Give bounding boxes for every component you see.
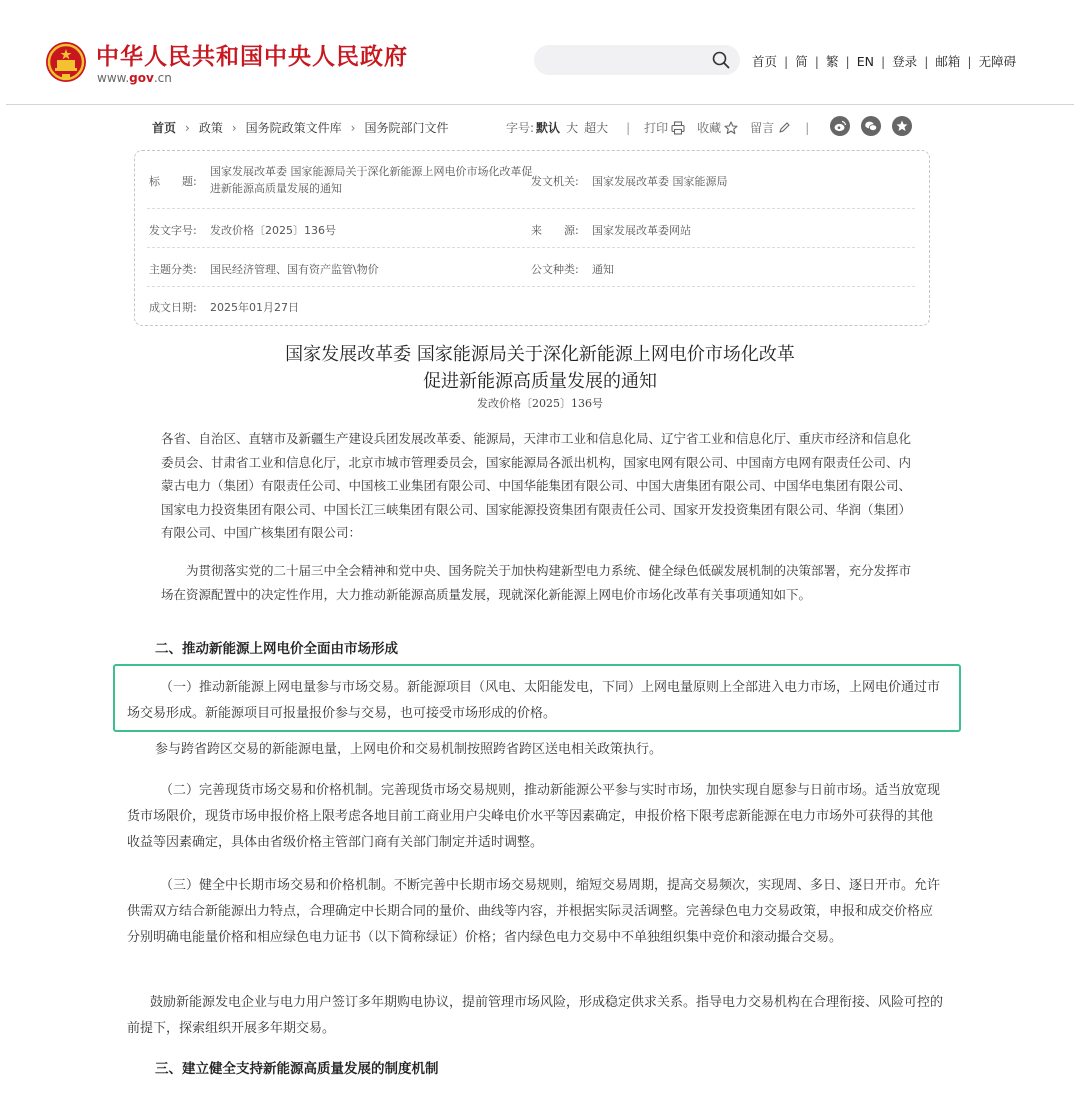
link-simplified[interactable]: 简 xyxy=(795,54,808,69)
font-size-label: 字号: xyxy=(506,121,535,135)
breadcrumb xyxy=(152,119,449,136)
intro-paragraph: 为贯彻落实党的二十届三中全会精神和党中央、国务院关于加快构建新型电力系统、健全绿色低碳发展机制的决策部署，充分发挥市场在资源配置中的决定性作用，大力推动新能源高质量发展，现就深化新能源上网电价市场化改革有关事项通知如下。 xyxy=(161,563,912,602)
star-icon xyxy=(895,119,909,133)
link-accessibility[interactable]: 无障碍 xyxy=(978,54,1017,69)
link-mail[interactable]: 邮箱 xyxy=(935,54,961,69)
weibo-icon xyxy=(833,119,847,133)
header-divider xyxy=(6,104,1074,105)
link-english[interactable]: EN xyxy=(856,54,874,69)
link-separator: | xyxy=(814,54,819,69)
clause-4-paragraph: 鼓励新能源发电企业与电力用户签订多年期购电协议，提前管理市场风险，形成稳定供求关系。指导电力交易机构在合理衔接、风险可控的前提下，探索组织开展多年期交易。 xyxy=(127,995,944,1036)
favorite-share-button[interactable] xyxy=(892,116,912,136)
issuer-label: 发文机关: xyxy=(531,175,579,188)
clause-2-paragraph: （二）完善现货市场交易和价格机制。完善现货市场交易规则，推动新能源公平参与实时市场，加快实现自愿参与日前市场。适当放宽现货市场限价，现货市场申报价格上限考虑各地目前工商业用户尖峰电价水平等因素确定，申报价格下限考虑新能源在电力市场外可获得的其他收益等因素确定，具体由省级价格主管部门商有关部门制定并适时调整。 xyxy=(127,783,941,850)
site-title[interactable]: 中华人民共和国中央人民政府 xyxy=(96,44,408,70)
national-emblem-icon[interactable] xyxy=(44,40,88,84)
chevron-right-icon: › xyxy=(350,121,356,135)
link-separator: | xyxy=(784,54,789,69)
document-title-line-1: 国家发展改革委 国家能源局关于深化新能源上网电价市场化改革 xyxy=(285,344,795,365)
article-tools xyxy=(506,119,809,136)
issuer-value: 国家发展改革委 国家能源局 xyxy=(592,175,728,188)
link-separator: | xyxy=(845,54,850,69)
wechat-share-button[interactable] xyxy=(861,116,881,136)
row-divider xyxy=(147,286,915,287)
site-header xyxy=(0,0,1080,104)
source-label: 来 源: xyxy=(531,224,579,237)
site-url-domain: gov xyxy=(129,71,154,85)
search-input[interactable] xyxy=(534,45,740,75)
link-separator: | xyxy=(880,54,886,69)
row-divider xyxy=(147,208,915,209)
font-size-large[interactable]: 大 xyxy=(566,121,579,135)
docno-label: 发文字号: xyxy=(149,224,197,237)
clause-1b-paragraph: 参与跨省跨区交易的新能源电量，上网电价和交易机制按照跨省跨区送电相关政策执行。 xyxy=(155,742,663,757)
topic-value: 国民经济管理、国有资产监管\物价 xyxy=(210,263,379,276)
clause-1-paragraph: （一）推动新能源上网电量参与市场交易。新能源项目（风电、太阳能发电，下同）上网电量原则上全部进入电力市场，上网电价通过市场交易形成。新能源项目可报量报价参与交易，也可接受市场形成的价格。 xyxy=(127,680,941,721)
printer-icon[interactable] xyxy=(671,121,685,135)
wechat-icon xyxy=(864,119,878,133)
metadata-box xyxy=(134,150,930,326)
top-links xyxy=(752,52,1016,70)
docno-value: 发改价格〔2025〕136号 xyxy=(210,224,336,237)
breadcrumb-home[interactable]: 首页 xyxy=(152,121,177,135)
favorite-button[interactable]: 收藏 xyxy=(697,121,722,135)
breadcrumb-policy-library[interactable]: 国务院政策文件库 xyxy=(245,121,342,135)
print-button[interactable]: 打印 xyxy=(644,121,669,135)
title-value: 国家发展改革委 国家能源局关于深化新能源上网电价市场化改革促进新能源高质量发展的通知 xyxy=(210,165,533,195)
tools-separator: | xyxy=(626,120,631,135)
date-label: 成文日期: xyxy=(149,301,197,314)
section-2-heading: 二、推动新能源上网电价全面由市场形成 xyxy=(155,641,398,657)
clause-3-paragraph: （三）健全中长期市场交易和价格机制。不断完善中长期市场交易规则，缩短交易周期，提高交易频次，实现周、多日、逐日开市。允许供需双方结合新能源出力特点，合理确定中长期合同的量价、曲线等内容，并根据实际灵活调整。完善绿色电力交易政策，申报和成交价格应分别明确电能量价格和相应绿色电力证书（以下简称绿证）价格；省内绿色电力交易中不单独组织集中竞价和滚动撮合交易。 xyxy=(127,878,941,945)
weibo-share-button[interactable] xyxy=(830,116,850,136)
comment-button[interactable]: 留言 xyxy=(750,121,775,135)
site-url-suffix: .cn xyxy=(153,71,172,85)
document-number: 发改价格〔2025〕136号 xyxy=(477,397,603,410)
section-3-heading: 三、建立健全支持新能源高质量发展的制度机制 xyxy=(155,1061,439,1077)
site-url-prefix: www. xyxy=(97,71,130,85)
link-separator: | xyxy=(924,54,929,69)
tools-separator: | xyxy=(805,120,810,135)
chevron-right-icon: › xyxy=(231,121,237,135)
addressees-paragraph: 各省、自治区、直辖市及新疆生产建设兵团发展改革委、能源局，天津市工业和信息化局、辽宁省工业和信息化厅、重庆市经济和信息化委员会、甘肃省工业和信息化厅，北京市城市管理委员会，国家能源局各派出机构，国家电网有限公司、中国南方电网有限责任公司、内蒙古电力（集团）有限责任公司、中国核工业集团有限公司、中国华能集团有限公司、中国大唐集团有限公司、中国华电集团有限公司、国家电力投资集团有限公司、中国长江三峡集团有限公司、国家能源投资集团有限责任公司、国家开发投资集团有限公司、华润（集团）有限公司、中国广核集团有限公司： xyxy=(161,431,912,540)
font-size-default[interactable]: 默认 xyxy=(536,121,561,135)
site-url[interactable] xyxy=(97,71,172,85)
source-value: 国家发展改革委网站 xyxy=(592,224,691,237)
title-label: 标 题: xyxy=(149,175,197,188)
link-home[interactable]: 首页 xyxy=(752,54,778,69)
row-divider xyxy=(147,247,915,248)
chevron-right-icon: › xyxy=(185,121,190,135)
date-value: 2025年01月27日 xyxy=(210,301,299,314)
link-separator: | xyxy=(967,54,972,69)
pencil-icon[interactable] xyxy=(777,121,791,135)
type-label: 公文种类: xyxy=(531,263,579,276)
link-login[interactable]: 登录 xyxy=(892,54,918,69)
topic-label: 主题分类: xyxy=(149,263,197,276)
breadcrumb-policy[interactable]: 政策 xyxy=(198,121,223,135)
type-value: 通知 xyxy=(592,263,614,276)
star-outline-icon[interactable] xyxy=(724,121,738,135)
document-title-line-2: 促进新能源高质量发展的通知 xyxy=(423,371,657,392)
search-icon[interactable] xyxy=(712,51,730,69)
breadcrumb-department-docs[interactable]: 国务院部门文件 xyxy=(364,121,449,135)
link-traditional[interactable]: 繁 xyxy=(825,54,839,69)
font-size-xlarge[interactable]: 超大 xyxy=(584,121,609,135)
